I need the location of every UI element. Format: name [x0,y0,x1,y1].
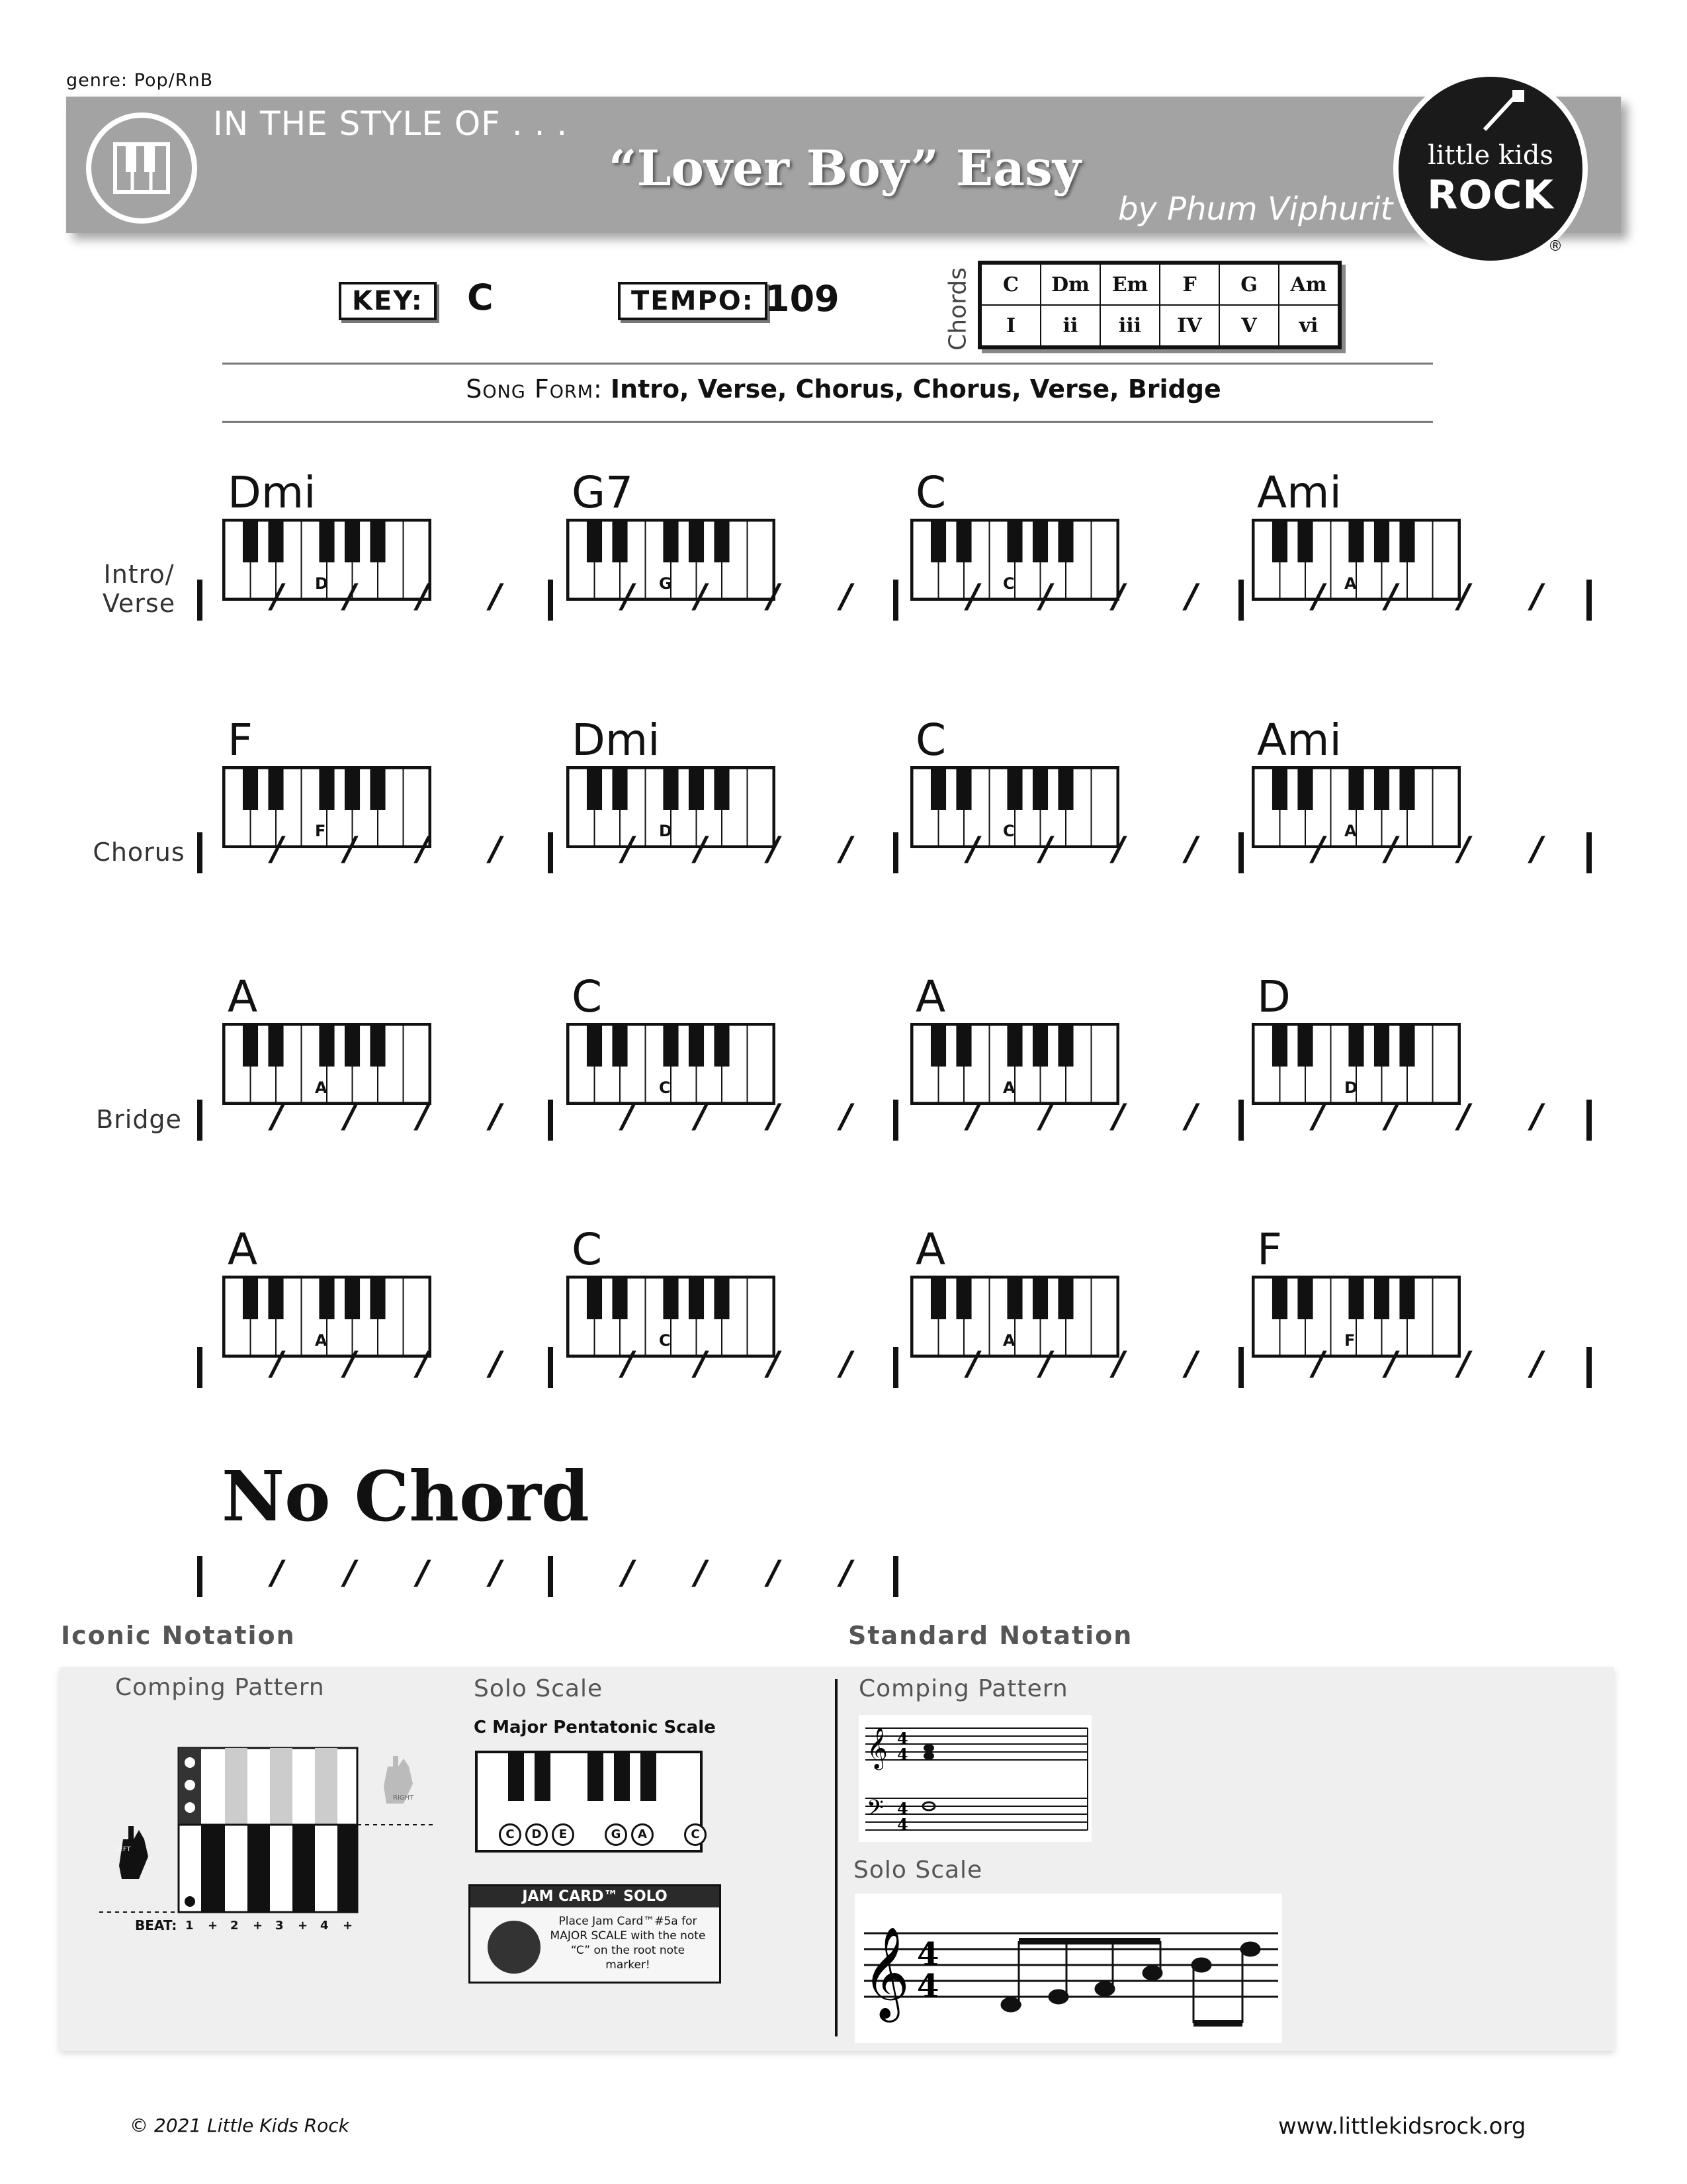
scale-note: G [605,1823,627,1846]
chord-name: Dmi [572,715,660,765]
root-note-label: C [1003,822,1015,840]
barline [1586,1347,1592,1388]
beat-slash: / [1531,1097,1543,1135]
barline [548,580,553,621]
logo-text-bottom: ROCK [1427,172,1554,218]
root-note-label: C [659,1078,671,1097]
solo-staff [855,1894,1282,2043]
barline [1238,832,1244,873]
svg-text:4: 4 [917,1936,939,1973]
barline [893,832,898,873]
barline [893,1100,898,1141]
comping-staff [859,1715,1092,1842]
barline [548,1347,553,1388]
beat-slash: / [1458,577,1471,615]
beat-slash: / [767,1344,780,1383]
root-note-label: D [315,574,328,593]
beat-slash: / [271,1097,284,1135]
beat-number: + [253,1919,263,1933]
no-chord-title: No Chord [222,1456,589,1537]
standard-divider [835,1679,838,2036]
chord-name: F [228,715,253,765]
chord-name: F [1257,1224,1282,1275]
jam-card-text: Place Jam Card™#5a for MAJOR SCALE with the note “C” on the root note marker! [550,1915,706,1972]
chord-table-name: Em [1100,264,1160,305]
chord-keyboard-diagram [1252,1276,1461,1360]
beat-slash: / [490,1097,502,1135]
beat-slash: / [840,1344,853,1383]
beat-slash: / [1186,830,1198,868]
chord-table-name: F [1160,264,1219,305]
beat-slash: / [344,1344,357,1383]
little-kids-rock-logo [1393,71,1588,266]
jam-card-icon [488,1921,541,1974]
chord-name: C [916,715,947,765]
root-note-label: G [659,574,672,593]
iconic-notation-title: Iconic Notation [61,1621,296,1650]
root-note-label: C [659,1331,671,1350]
song-form [0,374,1687,404]
beat-number: 3 [275,1919,284,1933]
artist-name: by Phum Viphurit [1118,191,1393,228]
beat-slash: / [840,830,853,868]
barline [197,580,202,621]
divider-top [222,363,1433,365]
chord-keyboard-diagram [566,1276,775,1360]
beat-slash: / [490,830,502,868]
chord-keyboard-diagram [566,1023,775,1108]
chords-table [978,261,1342,349]
song-form-value: Intro, Verse, Chorus, Chorus, Verse, Bridge [610,374,1221,404]
beat-slash: / [622,577,634,615]
website-url: www.littlekidsrock.org [1278,2113,1526,2140]
barline [1586,1100,1592,1141]
beat-slash: / [271,1344,284,1383]
scale-note: C [499,1823,521,1846]
chord-name: A [228,1224,258,1275]
beat-slash: / [1458,1344,1471,1383]
beat-slash: / [490,577,502,615]
chord-name: A [228,971,258,1022]
beat-slash: / [271,830,284,868]
svg-text:𝄢: 𝄢 [867,1796,884,1826]
svg-text:4: 4 [897,1729,908,1748]
beat-slash: / [1385,577,1398,615]
beat-slash: / [1458,1097,1471,1135]
barline [1238,580,1244,621]
beat-label: BEAT: [135,1917,177,1933]
beat-slash: / [417,830,429,868]
chord-name: G7 [572,467,634,518]
beat-number: + [298,1919,308,1933]
beat-slash: / [1531,830,1543,868]
jam-card-title: JAM CARD™ SOLO [470,1886,719,1907]
svg-text:𝄞: 𝄞 [863,1927,910,2019]
beat-slash: / [1313,830,1325,868]
beat-number: 2 [230,1919,239,1933]
key-value: C [467,277,494,318]
beat-slash: / [767,577,780,615]
barline [197,832,202,873]
iconic-comping-label: Comping Pattern [115,1674,325,1701]
root-note-label: F [1344,1331,1356,1350]
barline [197,1347,202,1388]
svg-text:4: 4 [917,1968,939,2005]
barline [548,832,553,873]
tempo-label: TEMPO: [618,282,767,320]
chord-keyboard-diagram [910,519,1119,603]
beat-slash: / [767,830,780,868]
standard-notation-title: Standard Notation [848,1621,1133,1650]
chord-name: Dmi [228,467,316,518]
song-title: “Lover Boy” Easy [609,140,1081,197]
beat-slash: / [1040,1097,1053,1135]
root-note-label: C [1003,574,1015,593]
beat-slash: / [840,1097,853,1135]
registered-mark: ® [1548,238,1563,255]
beat-slash: / [622,1344,634,1383]
beat-slash: / [1313,1097,1325,1135]
chord-name: A [916,1224,946,1275]
row-label: Bridge [96,1105,182,1134]
barline [197,1100,202,1141]
beat-number: + [343,1919,353,1933]
copyright: © 2021 Little Kids Rock [130,2115,349,2136]
chord-table-numeral: IV [1160,305,1219,346]
standard-comping-label: Comping Pattern [859,1675,1068,1702]
svg-text:4: 4 [897,1815,908,1834]
tempo-value: 109 [765,278,840,320]
beat-slash: / [967,1344,980,1383]
svg-text:4: 4 [897,1745,908,1764]
beat-slash: / [767,1553,780,1592]
barline [1586,832,1592,873]
beat-slash: / [622,1097,634,1135]
chords-table-label: Chords [944,267,972,351]
black-key [640,1753,656,1801]
beat-slash: / [967,577,980,615]
beat-number: + [208,1919,218,1933]
beat-slash: / [344,830,357,868]
scale-name: C Major Pentatonic Scale [474,1718,716,1737]
root-note-label: A [1003,1331,1016,1350]
beat-slash: / [271,1553,284,1592]
beat-slash: / [1313,577,1325,615]
barline [1238,1347,1244,1388]
barline [893,1556,898,1597]
beat-slash: / [840,577,853,615]
right-hand-label: RIGHT [393,1794,414,1802]
row-label: Chorus [93,838,185,867]
beat-slash: / [1186,1344,1198,1383]
chord-table-name: C [981,264,1041,305]
beat-slash: / [417,1553,429,1592]
logo-text-top: little kids [1427,140,1554,171]
beat-slash: / [1313,1344,1325,1383]
chord-table-numeral: ii [1041,305,1100,346]
beat-slash: / [840,1553,853,1592]
jam-card-solo [468,1884,721,1984]
scale-note: D [525,1823,548,1846]
chord-table-numeral: I [981,305,1041,346]
beat-slash: / [1531,1344,1543,1383]
beat-slash: / [695,1553,707,1592]
svg-text:4: 4 [897,1799,908,1818]
beat-slash: / [1040,577,1053,615]
barline [197,1556,202,1597]
beat-slash: / [1113,1344,1125,1383]
chord-name: C [572,971,603,1022]
chord-name: C [916,467,947,518]
piano-icon [86,112,197,224]
chord-name: D [1257,971,1291,1022]
beat-slash: / [695,830,707,868]
beat-slash: / [1186,1097,1198,1135]
chord-keyboard-diagram [222,766,431,851]
barline [548,1100,553,1141]
chord-table-numeral: V [1219,305,1279,346]
black-key [587,1753,603,1801]
left-hand-label: LEFT [115,1846,131,1853]
chord-keyboard-diagram [910,766,1119,851]
chord-name: C [572,1224,603,1275]
beat-slash: / [967,1097,980,1135]
beat-number: 1 [185,1919,194,1933]
chord-name: A [916,971,946,1022]
beat-slash: / [1385,1097,1398,1135]
root-note-label: D [1344,1078,1358,1097]
root-note-label: A [315,1331,327,1350]
beat-slash: / [1113,1097,1125,1135]
chord-name: Ami [1257,467,1342,518]
beat-slash: / [1113,830,1125,868]
barline [1238,1100,1244,1141]
chord-table-name: G [1219,264,1279,305]
beat-slash: / [695,1097,707,1135]
barline [548,1556,553,1597]
beat-number: 4 [320,1919,329,1933]
scale-note: A [631,1823,654,1846]
beat-slash: / [1186,577,1198,615]
scale-note: C [684,1823,707,1846]
black-key [508,1753,524,1801]
style-of-label: IN THE STYLE OF . . . [213,105,568,143]
root-note-label: F [315,822,326,840]
beat-slash: / [417,1344,429,1383]
beat-slash: / [271,577,284,615]
beat-slash: / [1385,830,1398,868]
barline [893,1347,898,1388]
chord-table-name: Am [1279,264,1338,305]
beat-slash: / [1385,1344,1398,1383]
beat-slash: / [622,1553,634,1592]
beat-slash: / [344,1097,357,1135]
chord-table-name: Dm [1041,264,1100,305]
divider-bottom [222,421,1433,423]
comping-pattern-diagram [99,1740,456,1948]
root-note-label: A [1344,574,1357,593]
chord-table-numeral: vi [1279,305,1338,346]
beat-slash: / [490,1344,502,1383]
iconic-solo-label: Solo Scale [474,1675,603,1702]
row-label: Intro/ Verse [102,560,176,618]
black-key [614,1753,630,1801]
beat-slash: / [622,830,634,868]
key-label: KEY: [339,282,437,320]
barline [1586,580,1592,621]
beat-slash: / [417,1097,429,1135]
beat-slash: / [1040,830,1053,868]
beat-slash: / [344,577,357,615]
barline [893,580,898,621]
beat-slash: / [767,1097,780,1135]
beat-slash: / [490,1553,502,1592]
beat-slash: / [1458,830,1471,868]
genre-label: genre: Pop/RnB [66,70,214,91]
standard-solo-label: Solo Scale [853,1856,983,1884]
root-note-label: A [315,1078,327,1097]
beat-slash: / [695,1344,707,1383]
beat-slash: / [695,577,707,615]
beat-slash: / [1531,577,1543,615]
root-note-label: A [1003,1078,1016,1097]
beat-slash: / [1040,1344,1053,1383]
beat-slash: / [967,830,980,868]
song-form-label: Song Form: [466,374,603,404]
chord-table-numeral: iii [1100,305,1160,346]
beat-slash: / [344,1553,357,1592]
scale-note: E [552,1823,574,1846]
black-key [535,1753,550,1801]
root-note-label: A [1344,822,1357,840]
root-note-label: D [659,822,672,840]
beat-slash: / [1113,577,1125,615]
chord-name: Ami [1257,715,1342,765]
svg-text:𝄞: 𝄞 [867,1727,888,1769]
beat-slash: / [417,577,429,615]
